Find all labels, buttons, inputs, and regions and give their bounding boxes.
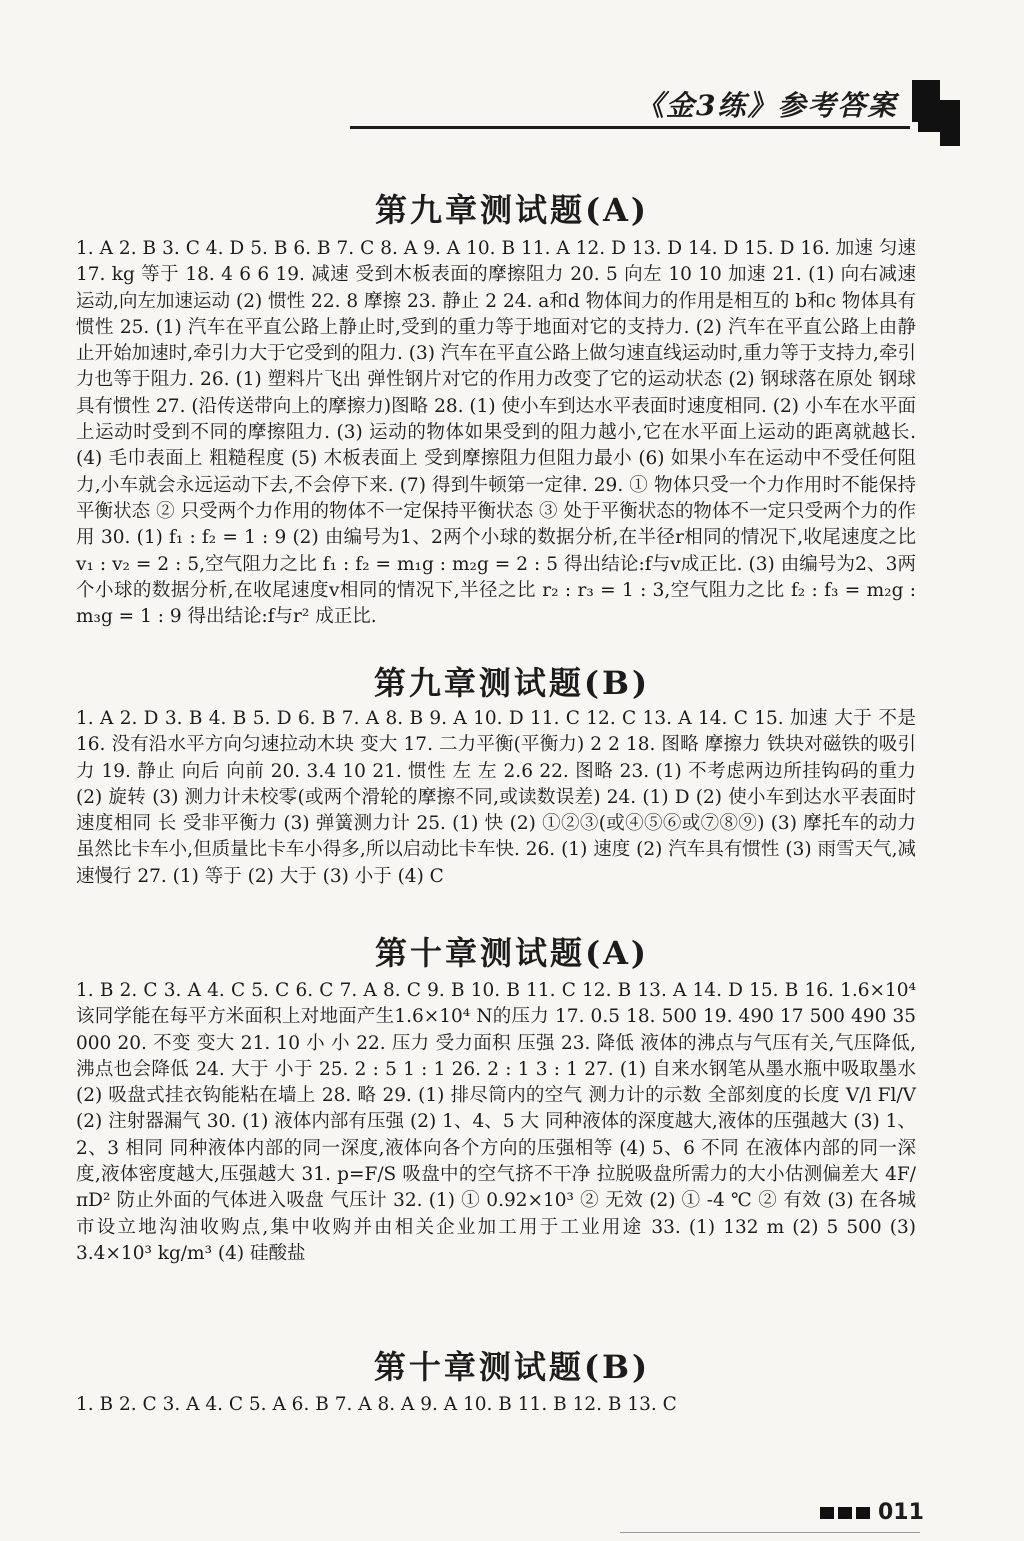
section-title-9b: 第九章测试题(B) bbox=[373, 664, 651, 702]
page-number-text: 011 bbox=[878, 1500, 924, 1525]
header-decor-block bbox=[912, 80, 940, 122]
answer-paragraph: 1. B 2. C 3. A 4. C 5. A 6. B 7. A 8. A 9. A 10. B 11. B 12. B 13. C bbox=[76, 1394, 677, 1415]
page-marker-block bbox=[856, 1507, 870, 1519]
header-rule bbox=[350, 126, 910, 129]
footer-rule bbox=[620, 1532, 920, 1533]
page-number bbox=[820, 1500, 924, 1525]
header-decor-block bbox=[918, 122, 940, 132]
section-title-9a: 第九章测试题(A) bbox=[374, 191, 650, 229]
page-marker-block bbox=[820, 1507, 834, 1519]
section-body-10b bbox=[76, 1392, 916, 1418]
section-title-10a: 第十章测试题(A) bbox=[374, 934, 650, 972]
answer-paragraph: 1. A 2. D 3. B 4. B 5. D 6. B 7. A 8. B 9. A 10. D 11. C 12. C 13. A 14. C 15. 加速 大于 不是 16. 没有沿水平方向匀速拉动木块 变大 17. 二力平衡(平衡力) 2 2 18. 图略 摩擦力 铁块对磁铁的吸引力 19. 静止 向后 向前 20. 3.4 10 21. 惯性 左 左 2.6 22. 图略 23. (1) 不考虑两边所挂钩码的重力 (2) 旋转 (3) 测力计未校零(或两个滑轮的摩擦不同,或读数误差) 24. (1) D (2) 使小车到达水平表面时速度相同 长 受非平衡力 (3) 弹簧测力计 25. (1) 快 (2) ①②③(或④⑤⑥或⑦⑧⑨) (3) 摩托车的动力虽然比卡车小,但质量比卡车小得多,所以启动比卡车快. 26. (1) 速度 (2) 汽车具有惯性 (3) 雨雪天气,减速慢行 27. (1) 等于 (2) 大于 (3) 小于 (4) C bbox=[76, 708, 916, 887]
running-header-title: 《金3练》参考答案 bbox=[636, 89, 898, 122]
header-decor-block bbox=[940, 100, 960, 146]
section-body-9a bbox=[76, 236, 916, 630]
answer-paragraph: 1. B 2. C 3. A 4. C 5. C 6. C 7. A 8. C 9. B 10. B 11. C 12. B 13. A 14. D 15. B 16. 1.6×10⁴ 该同学能在每平方米面积上对地面产生1.6×10⁴ N的压力 17. 0.5 18. 500 19. 490 17 500 490 35 000 20. 不变 变大 21. 10 小 小 22. 压力 受力面积 压强 23. 降低 液体的沸点与气压有关,气压降低,沸点也会降低 24. 大于 小于 25. 2 : 5 1 : 1 26. 2 : 1 3 : 1 27. (1) 自来水钢笔从墨水瓶中吸取墨水 (2) 吸盘式挂衣钩能粘在墙上 28. 略 29. (1) 排尽筒内的空气 测力计的示数 全部刻度的长度 V/l Fl/V (2) 注射器漏气 30. (1) 液体内部有压强 (2) 1、4、5 大 同种液体的深度越大,液体的压强越大 (3) 1、2、3 相同 同种液体内部的同一深度,液体向各个方向的压强相等 (4) 5、6 不同 在液体内部的同一深度,液体密度越大,压强越大 31. p=F/S 吸盘中的空气挤不干净 拉脱吸盘所需力的大小估测偏差大 4F/πD² 防止外面的气体进入吸盘 气压计 32. (1) ① 0.92×10³ ② 无效 (2) ① -4 ℃ ② 有效 (3) 在各城市设立地沟油收购点,集中收购并由相关企业加工用于工业用途 33. (1) 132 m (2) 5 500 (3) 3.4×10³ kg/m³ (4) 硅酸盐 bbox=[76, 980, 916, 1264]
page-marker-block bbox=[838, 1507, 852, 1519]
answer-paragraph: 1. A 2. B 3. C 4. D 5. B 6. B 7. C 8. A 9. A 10. B 11. A 12. D 13. D 14. D 15. D 16. 加速 匀速 17. kg 等于 18. 4 6 6 19. 减速 受到木板表面的摩擦阻力 20. 5 向左 10 10 加速 21. (1) 向右减速运动,向左加速运动 (2) 惯性 22. 8 摩擦 23. 静止 2 24. a和d 物体间力的作用是相互的 b和c 物体具有惯性 25. (1) 汽车在平直公路上静止时,受到的重力等于地面对它的支持力. (2) 汽车在平直公路上由静止开始加速时,牵引力大于它受到的阻力. (3) 汽车在平直公路上做匀速直线运动时,重力等于支持力,牵引力也等于阻力. 26. (1) 塑料片飞出 弹性钢片对它的作用力改变了它的运动状态 (2) 钢球落在原处 钢球具有惯性 27. (沿传送带向上的摩擦力)图略 28. (1) 使小车到达水平表面时速度相同. (2) 小车在水平面上运动时受到不同的摩擦阻力. (3) 运动的物体如果受到的阻力越小,它在水平面上运动的距离就越长. (4) 毛巾表面上 粗糙程度 (5) 木板表面上 受到摩擦阻力但阻力最小 (6) 如果小车在运动中不受任何阻力,小车就会永远运动下去,不会停下来. (7) 得到牛顿第一定律. 29. ① 物体只受一个力作用时不能保持平衡状态 ② 只受两个力作用的物体不一定保持平衡状态 ③ 处于平衡状态的物体不一定只受两个力的作用 30. (1) f₁ : f₂ = 1 : 9 (2) 由编号为1、2两个小球的数据分析,在半径r相同的情况下,收尾速度之比 v₁ : v₂ = 2 : 5,空气阻力之比 f₁ : f₂ = m₁g : m₂g = 2 : 5 得出结论:f与v成正比. (3) 由编号为2、3两个小球的数据分析,在收尾速度v相同的情况下,半径之比 r₂ : r₃ = 1 : 3,空气阻力之比 f₂ : f₃ = m₂g : m₃g = 1 : 9 得出结论:f与r² 成正比. bbox=[76, 238, 916, 628]
section-body-10a bbox=[76, 978, 916, 1267]
section-body-9b bbox=[76, 706, 916, 890]
section-title-10b: 第十章测试题(B) bbox=[373, 1348, 651, 1386]
